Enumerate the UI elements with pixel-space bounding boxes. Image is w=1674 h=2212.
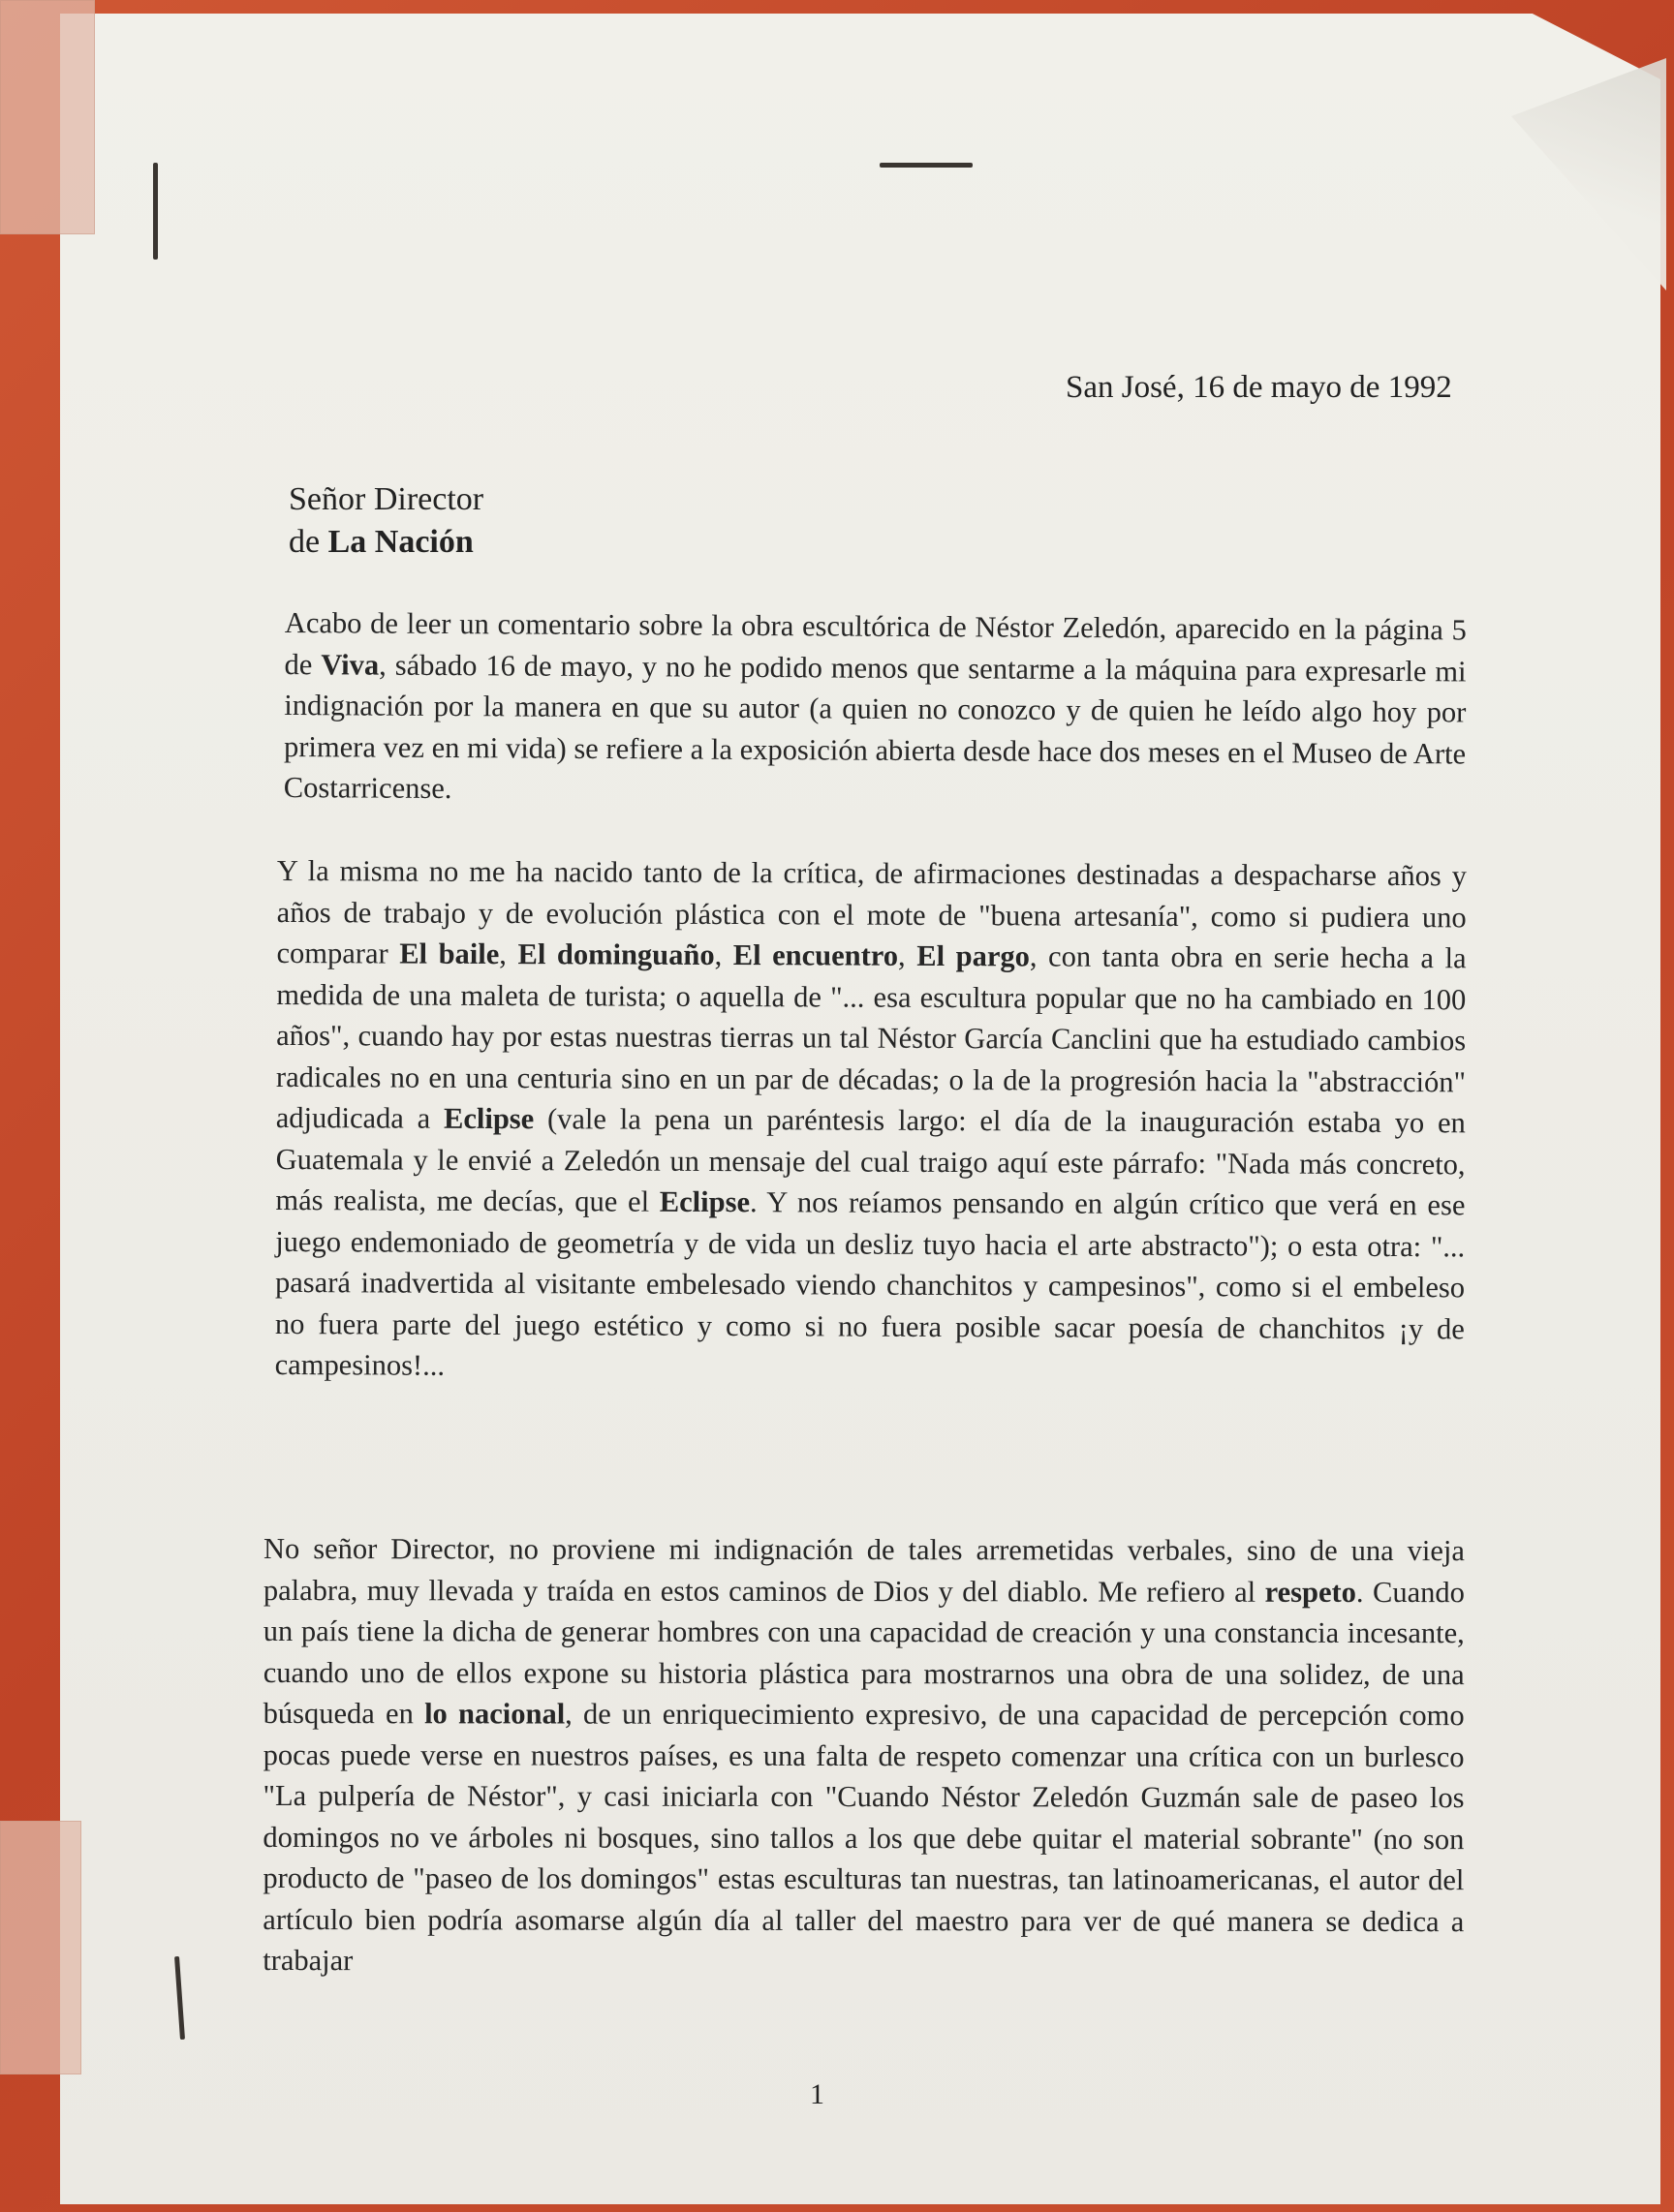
paragraph-text: . Cuando un país tiene la dicha de generar hombres con una capacidad de creación y una constancia incesante, cuando uno de ellos expone su historia plástica para mostrarnos una obra de una solidez, de una búsqueda en [263, 1575, 1465, 1731]
paragraph-text: (vale la pena un paréntesis largo: el día de la inauguración estaba yo en Guatemala y le envié a Zeledón un mensaje del cual traigo aquí este párrafo: "Nada más concreto, más realista, me decías, que el [275, 1102, 1466, 1218]
letter-paragraph-3 [263, 1528, 1465, 1983]
paragraph-text: , [499, 937, 518, 971]
bold-title-text: lo nacional [424, 1697, 566, 1731]
tape-strip-bottom [0, 1821, 81, 2074]
paragraph-text: , [714, 937, 733, 972]
bold-title-text: respeto [1264, 1575, 1356, 1609]
staple-icon [153, 163, 158, 260]
page-number: 1 [810, 2078, 824, 2110]
recipient-title: Señor Director [289, 481, 484, 517]
paragraph-text: Y la misma no me ha nacido tanto de la crítica, de afirmaciones destinadas a despacharse años y años de trabajo y de evolución plástica con el mote de "buena artesanía", como si pudiera uno comparar [276, 853, 1467, 970]
bold-title-text: Eclipse [443, 1101, 535, 1136]
tape-strip-top [0, 0, 95, 234]
letter-recipient [289, 478, 483, 564]
paragraph-text: . Y nos reíamos pensando en algún crítico que verá en ese juego endemoniado de geometría y de vida un desliz tuyo hacia el arte abstracto"); o esta otra: "... pasará inadvertida al visitante embelesado viendo chanchitos y campesinos", como si el embeleso no fuera parte del juego estético y como si no fuera posible sacar poesía de chanchitos ¡y de campesinos!... [274, 1185, 1466, 1382]
recipient-organization: de La Nación [289, 524, 474, 560]
bold-title-text: Eclipse [659, 1184, 751, 1219]
letter-date: San José, 16 de mayo de 1992 [1066, 370, 1452, 405]
bold-title-text: El pargo [916, 938, 1030, 973]
bold-title-text: El dominguaño [517, 937, 715, 971]
bold-title-text: El baile [399, 937, 500, 971]
letter-paragraph-1 [284, 602, 1467, 815]
paragraph-text: , de un enriquecimiento expresivo, de una capacidad de percepción como pocas puede verse en nuestros países, es una falta de respeto comenzar una crítica con un burlesco "La pulpería de Néstor", y casi iniciarla con "Cuando Néstor Zeledón Guzmán sale de paseo los domingos no ve árboles ni bosques, sino tallos a los que debe quitar el material sobrante" (no son producto de "paseo de los domingos" estas esculturas tan nuestras, tan latinoamericanas, el autor del artículo bien podría asomarse algún día al taller del maestro para ver de qué manera se dedica a trabajar [263, 1697, 1465, 1978]
paragraph-text: Acabo de leer un comentario sobre la obra escultórica de Néstor Zeledón, aparecido en la página 5 de [284, 605, 1467, 681]
paragraph-text: , sábado 16 de mayo, y no he podido menos que sentarme a la máquina para expresarle mi indignación por la manera en que su autor (a quien no conozco y de quien he leído algo hoy por primera vez en mi vida) se refiere a la exposición abierta desde hace dos meses en el Museo de Arte Costarricense. [283, 648, 1467, 806]
paragraph-text: , [898, 938, 917, 972]
bold-title-text: El encuentro [732, 938, 899, 972]
paragraph-text: , con tanta obra en serie hecha a la medida de una maleta de turista; o aquella de "... esa escultura popular que no ha cambiado en 100 años", cuando hay por estas nuestras tierras un tal Néstor García Canclini que ha estudiado cambios radicales no en una centuria sino en un par de décadas; o la de la progresión hacia la "abstracción" adjudicada a [275, 939, 1467, 1135]
letter-paragraph-2 [275, 850, 1467, 1391]
bold-title-text: Viva [321, 647, 380, 682]
paragraph-text: No señor Director, no proviene mi indignación de tales arremetidas verbales, sino de una vieja palabra, muy llevada y traída en estos caminos de Dios y del diablo. Me refiero al [263, 1532, 1465, 1609]
staple-icon [880, 163, 973, 168]
newspaper-name: La Nación [327, 524, 474, 560]
